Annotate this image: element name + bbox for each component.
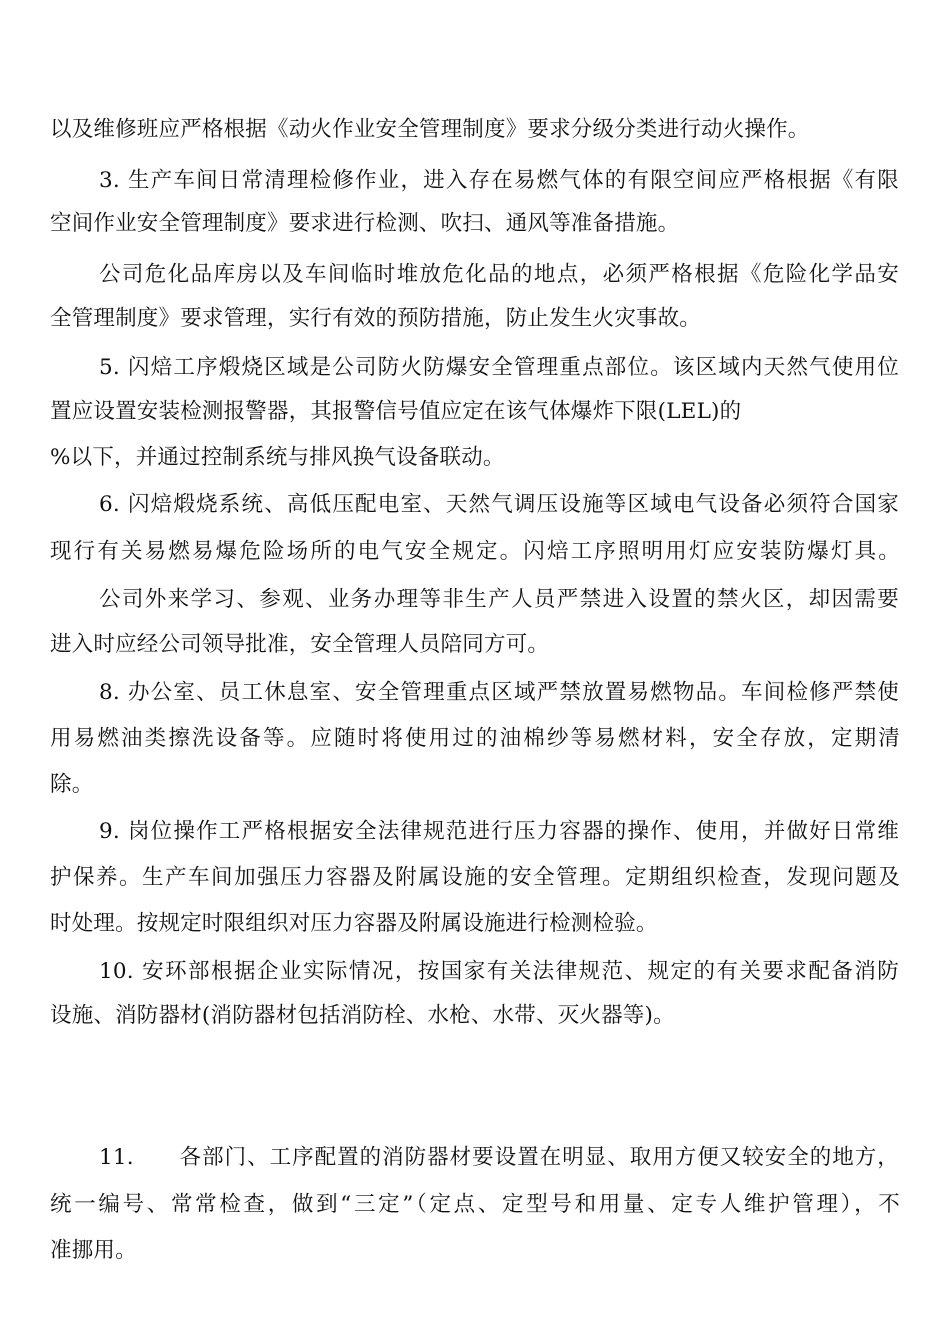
paragraph-line: 11. 各部门、工序配置的消防器材要设置在明显、取用方便又较安全的地方， (99, 1145, 899, 1170)
paragraph-line: 公司外来学习、参观、业务办理等非生产人员严禁进入设置的禁火区，却因需要 (99, 587, 899, 612)
paragraph-line: 护保养。生产车间加强压力容器及附属设施的安全管理。定期组织检查，发现问题及 (50, 865, 900, 890)
paragraph-line: 空间作业安全管理制度》要求进行检测、吹扫、通风等准备措施。 (50, 211, 680, 236)
paragraph-line: 3. 生产车间日常清理检修作业，进入存在易燃气体的有限空间应严格根据《有限 (99, 168, 899, 193)
paragraph-line: 用易燃油类擦洗设备等。应随时将使用过的油棉纱等易燃材料，安全存放，定期清 (50, 726, 900, 751)
paragraph-line: 8. 办公室、员工休息室、安全管理重点区域严禁放置易燃物品。车间检修严禁使 (99, 680, 899, 705)
paragraph-line: 设施、消防器材(消防器材包括消防栓、水枪、水带、灭火器等)。 (50, 1003, 675, 1028)
paragraph-line: 现行有关易燃易爆危险场所的电气安全规定。闪焙工序照明用灯应安装防爆灯具。 (50, 539, 900, 564)
paragraph-line: 以及维修班应严格根据《动火作业安全管理制度》要求分级分类进行动火操作。 (50, 117, 810, 142)
paragraph-line: 准挪用。 (50, 1238, 137, 1263)
paragraph-line: 公司危化品库房以及车间临时堆放危化品的地点，必须严格根据《危险化学品安 (99, 262, 899, 287)
paragraph-line: 全管理制度》要求管理，实行有效的预防措施，防止发生火灾事故。 (50, 306, 702, 331)
paragraph-line: %以下，并通过控制系统与排风换气设备联动。 (50, 445, 505, 470)
paragraph-line: 统一编号、常常检查，做到“三定”（定点、定型号和用量、定专人维护管理），不 (50, 1192, 900, 1217)
paragraph-line: 进入时应经公司领导批准，安全管理人员陪同方可。 (50, 632, 550, 657)
paragraph-line: 5. 闪焙工序煅烧区域是公司防火防爆安全管理重点部位。该区域内天然气使用位 (99, 355, 899, 380)
paragraph-line: 10. 安环部根据企业实际情况，按国家有关法律规范、规定的有关要求配备消防 (99, 959, 899, 984)
paragraph-line: 除。 (50, 772, 94, 797)
paragraph-line: 9. 岗位操作工严格根据安全法律规范进行压力容器的操作、使用，并做好日常维 (99, 819, 899, 844)
paragraph-line: 6. 闪焙煅烧系统、高低压配电室、天然气调压设施等区域电气设备必须符合国家 (99, 492, 899, 517)
paragraph-line: 置应设置安装检测报警器，其报警信号值应定在该气体爆炸下限(LEL)的 (50, 399, 742, 424)
paragraph-line: 时处理。按规定时限组织对压力容器及附属设施进行检测检验。 (50, 911, 658, 936)
